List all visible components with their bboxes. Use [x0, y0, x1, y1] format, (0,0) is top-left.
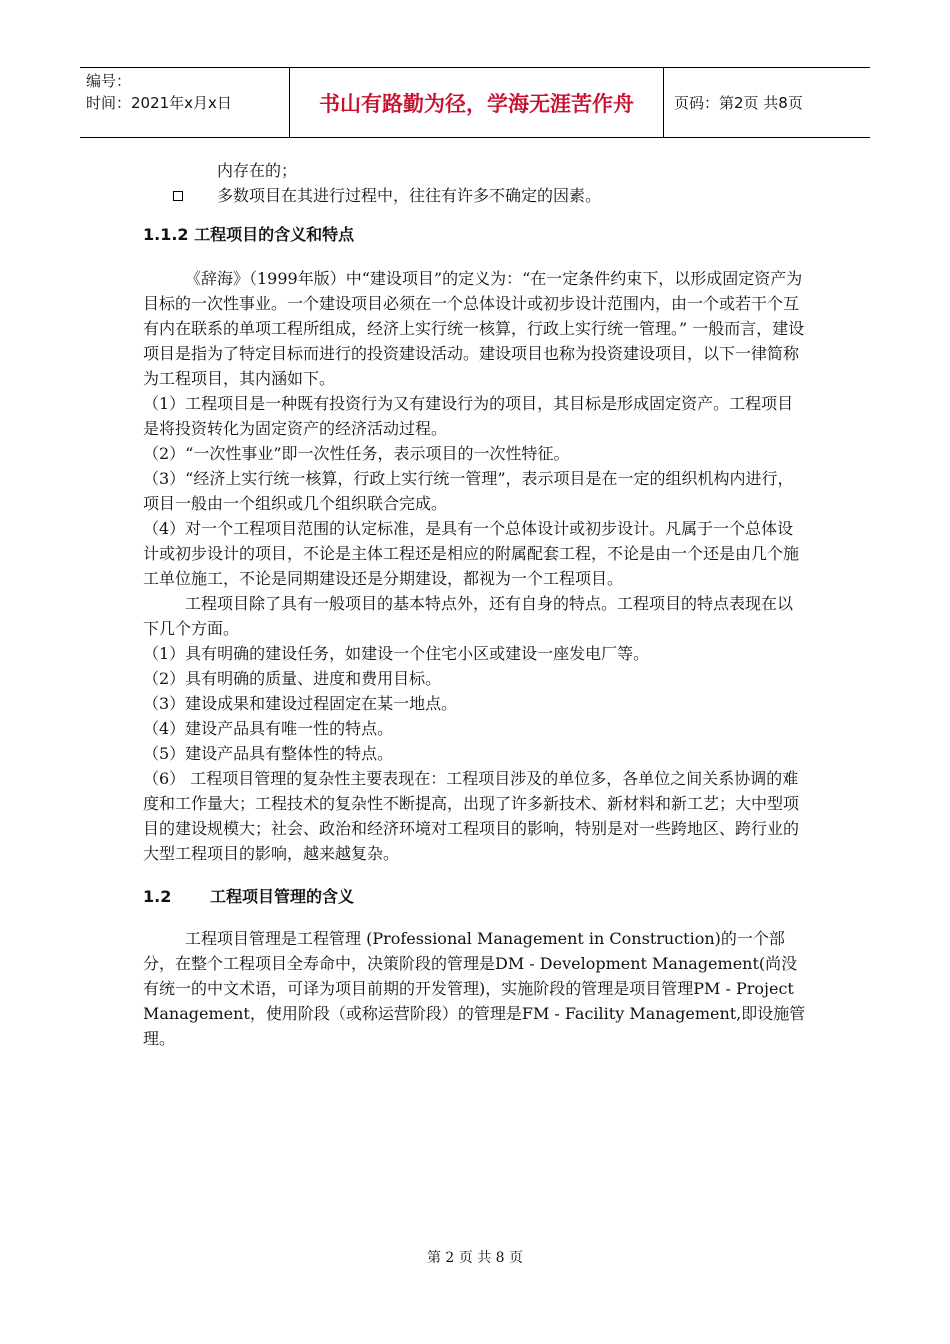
- feature-item: （3）建设成果和建设过程固定在某一地点。: [143, 694, 458, 713]
- document-body: [143, 158, 808, 1051]
- bullet-text: 多数项目在其进行过程中，往往有许多不确定的因素。: [217, 186, 602, 205]
- paragraph-features-intro: 工程项目除了具有一般项目的基本特点外，还有自身的特点。工程项目的特点表现在以下几个方面。: [143, 594, 794, 638]
- square-bullet-icon: [173, 191, 183, 201]
- list-item: （4）对一个工程项目范围的认定标准，是具有一个总体设计或初步设计。凡属于一个总体设计或初步设计的项目，不论是主体工程还是相应的附属配套工程，不论是由一个还是由几个施工单位施工，不论是同期建设还是分期建设，都视为一个工程项目。: [143, 519, 800, 588]
- section-title: 工程项目管理的含义: [210, 887, 355, 906]
- paragraph-management: 工程项目管理是工程管理 (Professional Management in Construction)的一个部分，在整个工程项目全寿命中，决策阶段的管理是DM - Development Management(尚没有统一的中文术语，可译为项目前期的开发管理)，实施阶段的管理是项目管理PM - Project Management，使用阶段（或称运营阶段）的管理是FM - Facility Management,即设施管理。: [143, 929, 806, 1048]
- list-item: （1）工程项目是一种既有投资行为又有建设行为的项目，其目标是形成固定资产。工程项目是将投资转化为固定资产的经济活动过程。: [143, 394, 794, 438]
- page-header: [80, 67, 870, 138]
- bullet-item: [143, 183, 808, 208]
- feature-item: （6） 工程项目管理的复杂性主要表现在：工程项目涉及的单位多，各单位之间关系协调的难度和工作量大；工程技术的复杂性不断提高，出现了许多新技术、新材料和新工艺；大中型项目的建设规模大；社会、政治和经济环境对工程项目的影响，特别是对一些跨地区、跨行业的大型工程项目的影响，越来越复杂。: [143, 769, 800, 863]
- feature-item: （4）建设产品具有唯一性的特点。: [143, 719, 394, 738]
- feature-item: （2）具有明确的质量、进度和费用目标。: [143, 669, 442, 688]
- section-number: 1.2: [143, 887, 172, 906]
- header-page-info: 页码：第2页 共8页: [674, 94, 803, 112]
- section-heading-1-2: [143, 884, 808, 909]
- list-item: （2）“一次性事业”即一次性任务，表示项目的一次性特征。: [143, 444, 570, 463]
- header-motto: 书山有路勤为径，学海无涯苦作舟: [290, 68, 664, 137]
- paragraph-definition: 《辞海》（1999年版）中“建设项目”的定义为：“在一定条件约束下，以形成固定资产为目标的一次性事业。一个建设项目必须在一个总体设计或初步设计范围内，由一个或若干个互有内在联系的单项工程所组成，经济上实行统一核算，行政上实行统一管理。” 一般而言，建设项目是指为了特定目标而进行的投资建设活动。建设项目也称为投资建设项目，以下一律简称为工程项目，其内涵如下。: [143, 269, 805, 388]
- date-label: 时间：2021年x月x日: [86, 94, 232, 112]
- feature-item: （5）建设产品具有整体性的特点。: [143, 744, 394, 763]
- number-label: 编号：: [86, 72, 132, 90]
- section-heading-1-1-2: 1.1.2 工程项目的含义和特点: [143, 225, 355, 244]
- page-footer: 第 2 页 共 8 页: [426, 1250, 524, 1266]
- list-item: （3）“经济上实行统一核算，行政上实行统一管理”，表示项目是在一定的组织机构内进行，项目一般由一个组织或几个组织联合完成。: [143, 469, 794, 513]
- continuation-line: 内存在的；: [217, 161, 298, 180]
- header-meta: [80, 68, 290, 137]
- feature-item: （1）具有明确的建设任务，如建设一个住宅小区或建设一座发电厂等。: [143, 644, 650, 663]
